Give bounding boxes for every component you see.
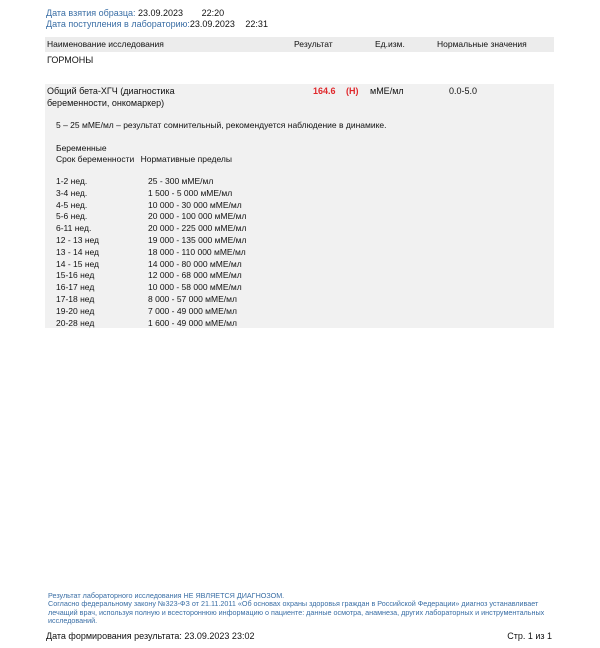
range: 10 000 - 30 000 мМЕ/мл xyxy=(148,199,242,210)
comment-columns xyxy=(56,154,232,165)
period: 17-18 нед xyxy=(56,293,95,304)
table-row xyxy=(56,282,246,294)
disclaimer-line-2: Согласно федеральному закону №323-ФЗ от 21.11.2011 «Об основах охраны здоровья граждан в Российской Федерации» диагноз устанавливает лечащий врач, используя полную и всестороннюю информацию о пациенте: данные осмотра, анамнеза, других лабораторных и инструментальных исследований. xyxy=(48,599,545,626)
sample-received-line xyxy=(46,19,268,30)
test-name: Общий бета-ХГЧ (диагностика беременности, онкомаркер) xyxy=(47,86,175,108)
table-row xyxy=(56,247,246,259)
disclaimer-line-1: Результат лабораторного исследования НЕ ЯВЛЯЕТСЯ ДИАГНОЗОМ. xyxy=(48,591,285,600)
result-value: 164.6 xyxy=(313,86,336,96)
sample-received-date: 23.09.2023 xyxy=(189,19,235,29)
period: 12 - 13 нед xyxy=(56,234,100,245)
result-unit: мМЕ/мл xyxy=(370,86,404,96)
sample-taken-label: Дата взятия образца: xyxy=(46,8,136,18)
period: 20-28 нед xyxy=(56,317,95,328)
range: 10 000 - 58 000 мМЕ/мл xyxy=(148,282,242,293)
period: 3-4 нед. xyxy=(56,187,88,198)
range: 19 000 - 135 000 мМЕ/мл xyxy=(148,234,247,245)
sample-received-label: Дата поступления в лабораторию: xyxy=(46,19,190,29)
disclaimer xyxy=(48,592,548,626)
header-normal: Нормальные значения xyxy=(437,39,527,49)
table-row xyxy=(56,259,246,271)
table-row xyxy=(56,294,246,306)
header-unit: Ед.изм. xyxy=(375,39,405,49)
generated-date xyxy=(46,631,254,642)
period: 13 - 14 нед xyxy=(56,246,100,257)
period: 1-2 нед. xyxy=(56,176,88,186)
table-row xyxy=(56,223,246,235)
range: 7 000 - 49 000 мМЕ/мл xyxy=(148,305,237,316)
range: 1 600 - 49 000 мМЕ/мл xyxy=(148,317,237,328)
table-row xyxy=(56,188,246,200)
table-row xyxy=(56,176,246,188)
range: 12 000 - 68 000 мМЕ/мл xyxy=(148,270,242,281)
period: 16-17 нед xyxy=(56,282,95,293)
sample-taken-date: 23.09.2023 xyxy=(138,8,184,18)
result-flag: (H) xyxy=(346,86,359,96)
section-title: ГОРМОНЫ xyxy=(47,55,94,65)
sample-taken-line xyxy=(46,8,224,19)
table-row xyxy=(56,235,246,247)
sample-taken-time: 22:20 xyxy=(201,8,225,18)
period: 4-5 нед. xyxy=(56,199,88,210)
range: 8 000 - 57 000 мМЕ/мл xyxy=(148,293,237,304)
page-number: Стр. 1 из 1 xyxy=(507,631,552,641)
pregnancy-norms-table xyxy=(56,176,246,329)
table-row xyxy=(56,211,246,223)
generated-value: 23.09.2023 23:02 xyxy=(184,631,255,641)
col-limits-heading: Нормативные пределы xyxy=(140,154,232,164)
period: 14 - 15 нед xyxy=(56,258,100,269)
table-row xyxy=(56,318,246,330)
comment-subtitle: Беременные xyxy=(56,143,107,153)
table-row xyxy=(56,306,246,318)
result-normal: 0.0-5.0 xyxy=(449,86,478,96)
sample-received-time: 22:31 xyxy=(245,19,268,29)
range: 14 000 - 80 000 мМЕ/мл xyxy=(148,258,242,269)
period: 15-16 нед xyxy=(56,270,95,281)
generated-label: Дата формирования результата: xyxy=(46,631,182,641)
range: 25 - 300 мМЕ/мл xyxy=(148,176,214,186)
period: 5-6 нед. xyxy=(56,211,88,222)
comment-note: 5 – 25 мМЕ/мл – результат сомнительный, рекомендуется наблюдение в динамике. xyxy=(56,120,387,130)
header-result: Результат xyxy=(294,39,333,49)
table-row xyxy=(56,270,246,282)
range: 18 000 - 110 000 мМЕ/мл xyxy=(148,246,246,257)
period: 19-20 нед xyxy=(56,305,95,316)
period: 6-11 нед. xyxy=(56,223,92,234)
range: 1 500 - 5 000 мМЕ/мл xyxy=(148,187,233,198)
range: 20 000 - 225 000 мМЕ/мл xyxy=(148,223,247,234)
col-period-heading: Срок беременности xyxy=(56,154,135,164)
header-test-name: Наименование исследования xyxy=(47,39,164,49)
range: 20 000 - 100 000 мМЕ/мл xyxy=(148,211,247,222)
table-row xyxy=(56,200,246,212)
